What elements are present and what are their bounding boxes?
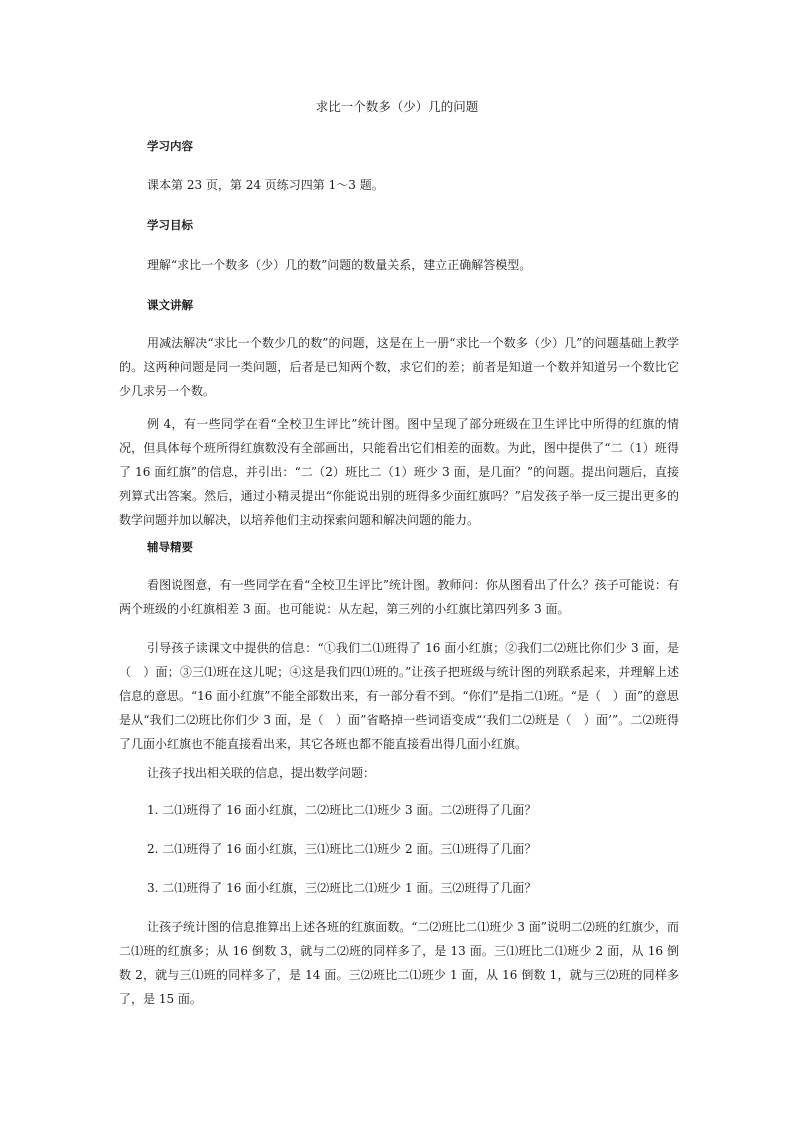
content-text: 课本第 23 页，第 24 页练习四第 1～3 题。 (147, 178, 384, 192)
lecture-paragraph-1: 用减法解决“求比一个数少几的数”的问题，这是在上一册“求比一个数多（少）几”的问题基础上教学的。这两种问题是同一类问题，后者是已知两个数，求它们的差；前者是知道一个数并知道另一个数比它少几求另一个数。 (119, 336, 679, 398)
guide-paragraph-4: 让孩子统计图的信息推算出上述各班的红旗面数。“二⑵班比二⑴班少 3 面”说明二⑵班的红旗少，而二⑴班的红旗多；从 16 倒数 3，就与二⑵班的同样多了，是 13 面。三⑴班比二⑴班少 2 面，从 16 倒数 2，就与三⑴班的同样多了，是 14 面。三⑵班比二⑴班少 1 面，从 16 倒数 1，就与三⑵班的同样多了，是 15 面。 (119, 920, 679, 1006)
section-heading-lecture: 课文讲解 (147, 298, 193, 312)
goal-text: 理解“求比一个数多（少）几的数”问题的数量关系，建立正确解答模型。 (147, 258, 532, 272)
question-item-3: 3. 二⑴班得了 16 面小红旗，三⑵班比二⑴班少 1 面。三⑵班得了几面？ (147, 881, 537, 895)
document-title: 求比一个数多（少）几的问题 (315, 99, 479, 114)
guide-paragraph-3: 让孩子找出相关联的信息，提出数学问题： (147, 766, 376, 780)
section-heading-guide: 辅导精要 (147, 540, 193, 554)
section-heading-content: 学习内容 (147, 139, 193, 153)
question-item-2: 2. 二⑴班得了 16 面小红旗，三⑴班比二⑴班少 2 面。三⑴班得了几面？ (147, 842, 537, 856)
question-item-1: 1. 二⑴班得了 16 面小红旗，二⑵班比二⑴班少 3 面。二⑵班得了几面？ (147, 803, 537, 817)
lecture-paragraph-2: 例 4，有一些同学在看“全校卫生评比”统计图。图中呈现了部分班级在卫生评比中所得的红旗的情况，但具体每个班所得红旗数没有全部画出，只能看出它们相差的面数。为此，图中提供了“二（1）班得了 16 面红旗”的信息，并引出：“二（2）班比二（1）班少 3 面，是几面？”的问题。提出问题后，直接列算式出答案。然后，通过小精灵提出“你能说出别的班得多少面红旗吗？”启发孩子举一反三提出更多的数学问题并加以解决，以培养他们主动探索问题和解决问题的能力。 (119, 417, 679, 527)
guide-paragraph-1: 看图说图意，有一些同学在看“全校卫生评比”统计图。教师问：你从图看出了什么？孩子可能说：有两个班级的小红旗相差 3 面。也可能说：从左起，第三列的小红旗比第四列多 3 面。 (119, 578, 679, 616)
section-heading-goal: 学习目标 (147, 218, 193, 232)
guide-paragraph-2: 引导孩子读课文中提供的信息：“①我们二⑴班得了 16 面小红旗；②我们二⑵班比你们少 3 面，是（ ）面；③三⑴班在这儿呢；④这是我们四⑴班的。”让孩子把班级与统计图的列联系起来，并理解上述信息的意思。“16 面小红旗”不能全部数出来，有一部分看不到。“你们”是指二⑴班。“是（ ）面”的意思是从“我们二⑵班比你们少 3 面，是（ ）面”省略掉一些词语变成“‘我们二⑵班是（ ）面’”。二⑵班得了几面小红旗也不能直接看出来，其它各班也都不能直接看出得几面小红旗。 (119, 641, 679, 751)
